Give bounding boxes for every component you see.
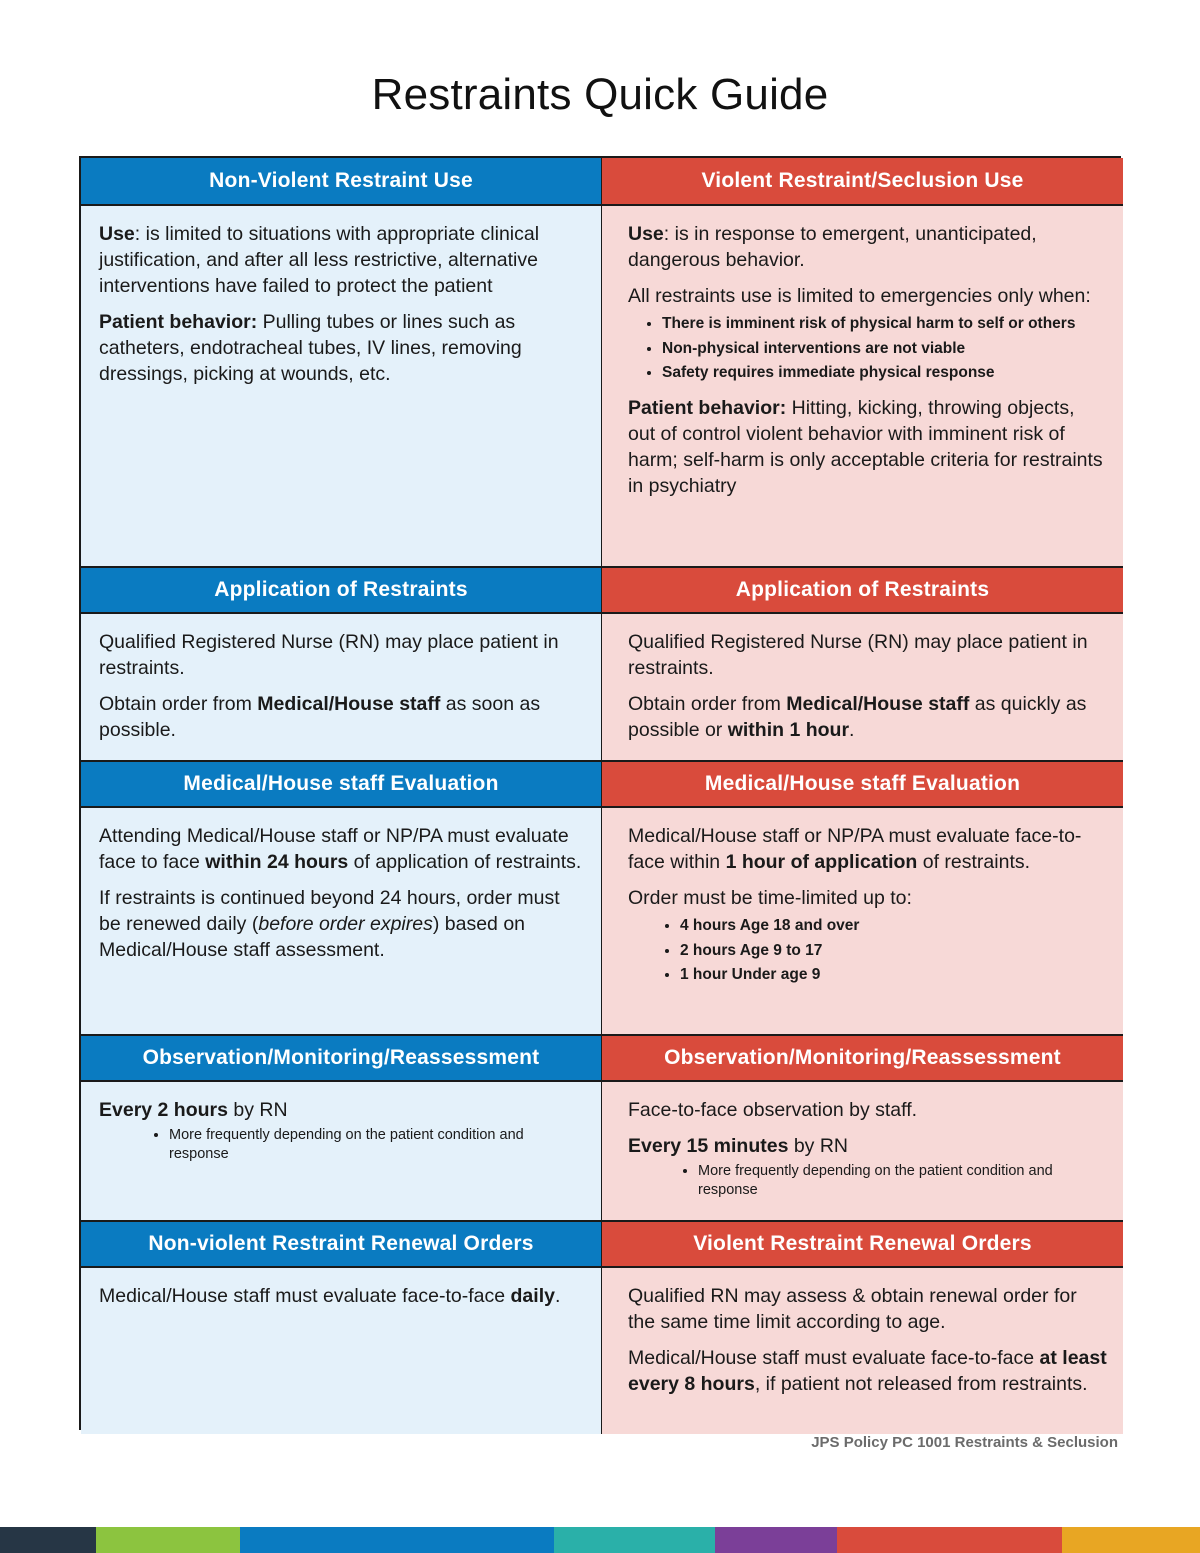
- stripe-segment: [837, 1527, 1062, 1553]
- use-label: Use: [99, 223, 135, 245]
- non-violent-use-body: [81, 206, 602, 568]
- period: .: [849, 718, 855, 741]
- evaluation-text-end: of restraints.: [917, 850, 1031, 873]
- observation-frequency: Every 15 minutes: [628, 1134, 789, 1157]
- header-non-violent-application: Application of Restraints: [81, 568, 602, 614]
- non-violent-renewal-body: [81, 1268, 602, 1434]
- non-violent-evaluation-body: [81, 808, 602, 1036]
- non-violent-application-body: [81, 614, 602, 762]
- list-item: • There is imminent risk of physical harm to self or others: [662, 312, 1107, 337]
- header-non-violent-renewal: Non-violent Restraint Renewal Orders: [81, 1222, 602, 1268]
- emergency-limit-text: All restraints use is limited to emergencies only when:: [628, 284, 1091, 307]
- renewal-text: If restraints is continued beyond 24 hours, order must be renewed daily (: [99, 886, 560, 935]
- observation-frequency: Every 2 hours: [99, 1099, 228, 1121]
- renewal-text: Medical/House staff must evaluate face-to-face: [99, 1285, 511, 1307]
- renewal-note: before order expires: [258, 912, 433, 935]
- order-source: Medical/House staff: [786, 692, 970, 715]
- emergency-criteria-list: [628, 312, 1107, 386]
- behavior-text: Hitting, kicking, throwing objects, out of control violent behavior with imminent risk of harm; self-harm is only acceptable criteria for restraints in psychiatry: [628, 397, 1103, 497]
- renewal-frequency: daily: [510, 1285, 555, 1307]
- list-item: • 1 hour Under age 9: [680, 963, 1107, 988]
- period: .: [554, 1285, 561, 1307]
- header-violent-observation: Observation/Monitoring/Reassessment: [602, 1036, 1123, 1082]
- stripe-segment: [1062, 1527, 1200, 1553]
- stripe-segment: [96, 1527, 240, 1553]
- list-item: • 2 hours Age 9 to 17: [680, 939, 1107, 964]
- evaluation-text: Attending Medical/House staff or NP/PA must evaluate face to face: [99, 825, 569, 873]
- list-item: • 4 hours Age 18 and over: [680, 914, 1107, 939]
- violent-use-body: [602, 206, 1123, 568]
- evaluation-frequency: at least every 8 hours: [628, 1346, 1107, 1395]
- renewal-text-end: ) based on Medical/House staff assessment.: [99, 912, 526, 961]
- page-title: Restraints Quick Guide: [371, 70, 829, 119]
- stripe-segment: [715, 1527, 837, 1553]
- violent-evaluation-body: [602, 808, 1123, 1036]
- list-item: • More frequently depending on the patient condition and response: [698, 1162, 1107, 1200]
- behavior-label: Patient behavior:: [628, 397, 787, 420]
- order-source: Medical/House staff: [257, 692, 441, 715]
- header-violent-application: Application of Restraints: [602, 568, 1123, 614]
- header-violent-use: Violent Restraint/Seclusion Use: [602, 158, 1123, 206]
- evaluation-text: Medical/House staff or NP/PA must evaluate face-to-face within: [628, 825, 1082, 873]
- observation-text: Face-to-face observation by staff.: [628, 1099, 918, 1121]
- evaluation-deadline: within 24 hours: [205, 850, 349, 873]
- policy-reference: JPS Policy PC 1001 Restraints & Seclusion: [811, 1434, 1118, 1451]
- header-violent-renewal: Violent Restraint Renewal Orders: [602, 1222, 1123, 1268]
- evaluation-text-end: , if patient not released from restraints.: [754, 1372, 1088, 1395]
- stripe-segment: [0, 1527, 96, 1553]
- behavior-label: Patient behavior:: [99, 310, 258, 333]
- evaluation-text-end: of application of restraints.: [348, 850, 582, 873]
- evaluation-deadline: 1 hour of application: [725, 850, 918, 873]
- order-timing: as quickly as possible or: [628, 692, 1087, 741]
- violent-renewal-body: [602, 1268, 1123, 1434]
- rn-placement-text: Qualified Registered Nurse (RN) may place patient in restraints.: [99, 631, 559, 679]
- observation-by: by RN: [788, 1134, 849, 1157]
- stripe-segment: [240, 1527, 554, 1553]
- renewal-text: Qualified RN may assess & obtain renewal order for the same time limit according to age.: [628, 1285, 1077, 1333]
- evaluation-text: Medical/House staff must evaluate face-to-face: [628, 1346, 1040, 1369]
- behavior-text: Pulling tubes or lines such as catheters, endotracheal tubes, IV lines, removing dressings, picking at wounds, etc.: [99, 310, 522, 385]
- header-non-violent-evaluation: Medical/House staff Evaluation: [81, 762, 602, 808]
- use-text: : is in response to emergent, unanticipated, dangerous behavior.: [628, 223, 1037, 271]
- use-label: Use: [628, 223, 664, 245]
- order-text: Obtain order from: [99, 692, 258, 715]
- stripe-segment: [554, 1527, 715, 1553]
- order-timing: as soon as possible.: [99, 692, 541, 741]
- age-limit-list: [628, 914, 1107, 988]
- time-limit-text: Order must be time-limited up to:: [628, 886, 912, 909]
- violent-application-body: [602, 614, 1123, 762]
- non-violent-observation-body: [81, 1082, 602, 1222]
- list-item: • Safety requires immediate physical response: [662, 361, 1107, 386]
- observation-by: by RN: [227, 1099, 288, 1121]
- header-non-violent-observation: Observation/Monitoring/Reassessment: [81, 1036, 602, 1082]
- observation-notes: [99, 1126, 585, 1164]
- header-violent-evaluation: Medical/House staff Evaluation: [602, 762, 1123, 808]
- list-item: • More frequently depending on the patient condition and response: [169, 1126, 585, 1164]
- observation-notes: [628, 1162, 1107, 1200]
- violent-observation-body: [602, 1082, 1123, 1222]
- use-text: : is limited to situations with appropriate clinical justification, and after all less restrictive, alternative interventions have failed to protect the patient: [99, 223, 540, 297]
- order-deadline: within 1 hour: [727, 718, 850, 741]
- header-non-violent-use: Non-Violent Restraint Use: [81, 158, 602, 206]
- order-text: Obtain order from: [628, 692, 787, 715]
- list-item: • Non-physical interventions are not viable: [662, 337, 1107, 362]
- restraints-guide-table: [79, 156, 1121, 1430]
- rn-placement-text: Qualified Registered Nurse (RN) may place patient in restraints.: [628, 631, 1088, 679]
